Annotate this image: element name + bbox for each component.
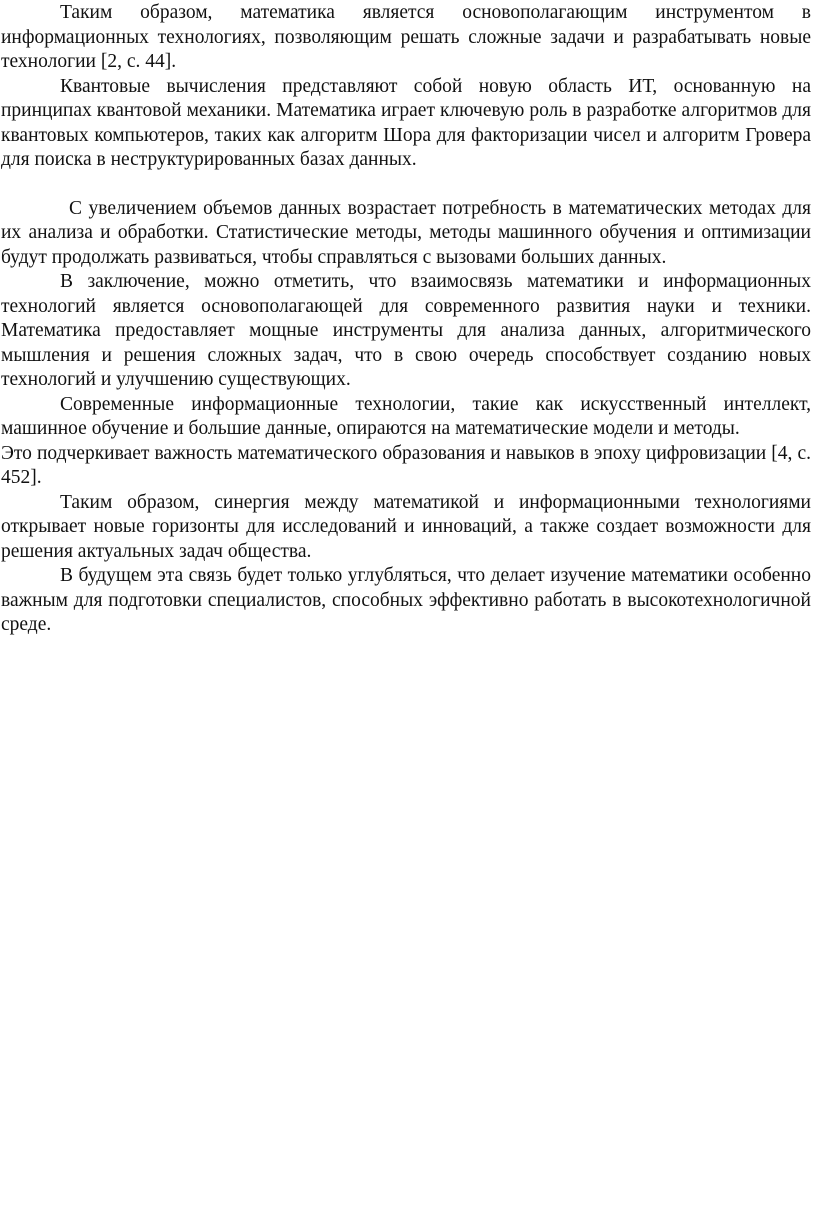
paragraph-math-foundation: Таким образом, математика является основополагающим инструментом в информационных технологиях, позволяющим решать сложные задачи и разрабатывать новые технологии [2, с. 44].: [1, 2, 811, 72]
paragraph-modern-technologies: Современные информационные технологии, такие как искусственный интеллект, машинное обучение и большие данные, опираются на математические модели и методы.: [1, 393, 811, 439]
document-body: [1, 1, 811, 638]
paragraph-conclusion: В заключение, можно отметить, что взаимосвязь математики и информационных технологий является основополагающей для современного развития науки и техники. Математика предоставляет мощные инструменты для анализа данных, алгоритмического мышления и решения сложных задач, что в свою очередь способствует созданию новых технологий и улучшению существующих.: [1, 271, 811, 390]
paragraph-big-data: С увеличением объемов данных возрастает потребность в математических методах для их анализа и обработки. Статистические методы, методы машинного обучения и оптимизации будут продолжать развиваться, чтобы справляться с вызовами больших данных.: [1, 197, 811, 268]
paragraph-quantum-computing: Квантовые вычисления представляют собой новую область ИТ, основанную на принципах квантовой механики. Математика играет ключевую роль в разработке алгоритмов для квантовых компьютеров, таких как алгоритм Шора для факторизации чисел и алгоритм Гровера для поиска в неструктурированных базах данных.: [1, 75, 811, 170]
paragraph-future: В будущем эта связь будет только углубляться, что делает изучение математики особенно важным для подготовки специалистов, способных эффективно работать в высокотехнологичной среде.: [1, 565, 811, 635]
paragraph-math-education: Это подчеркивает важность математического образования и навыков в эпоху цифровизации [4, с. 452].: [1, 442, 811, 488]
paragraph-synergy: Таким образом, синергия между математикой и информационными технологиями открывает новые горизонты для исследований и инноваций, а также создает возможности для решения актуальных задач общества.: [1, 491, 811, 562]
